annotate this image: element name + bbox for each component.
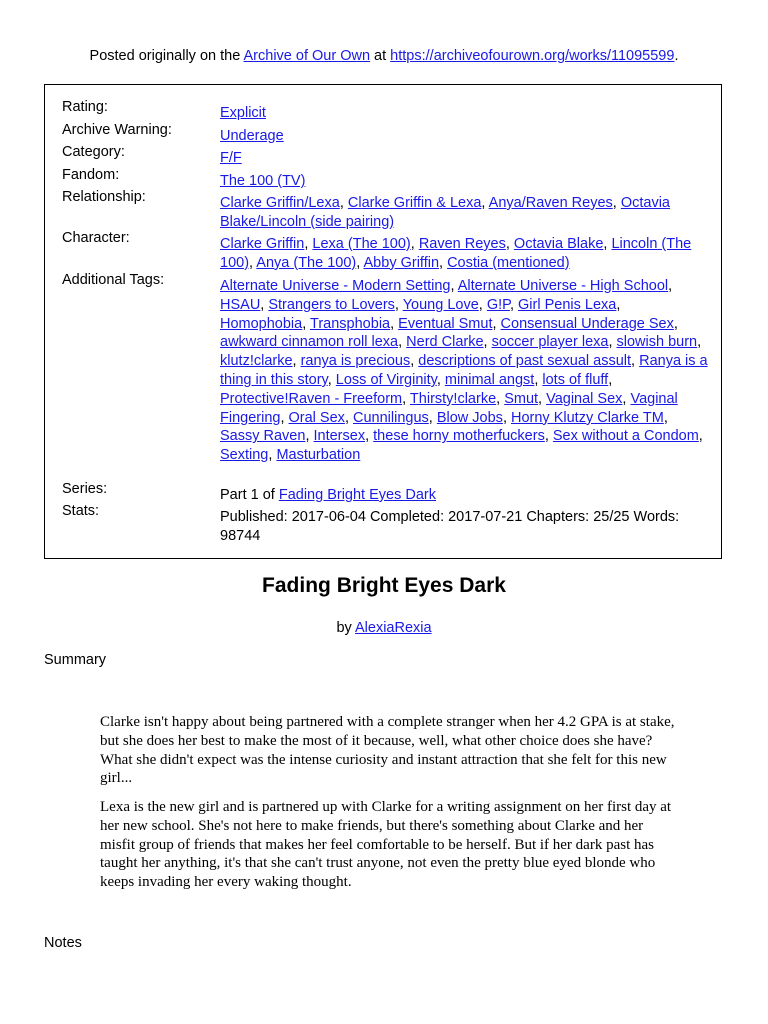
- tag-link[interactable]: Young Love: [402, 296, 479, 313]
- tag-link[interactable]: Cunnilingus: [353, 409, 429, 426]
- tag-link[interactable]: Vaginal Sex: [546, 390, 623, 407]
- archive-link[interactable]: Archive of Our Own: [243, 48, 371, 64]
- tag-link[interactable]: ranya is precious: [300, 353, 411, 370]
- tag-link[interactable]: Octavia Blake/Lincoln (side pairing): [220, 195, 671, 230]
- tag-link[interactable]: Lexa (The 100): [312, 236, 411, 252]
- posted-originally-line: [0, 48, 768, 64]
- meta-tags-fandom: [220, 172, 708, 191]
- meta-label-stats: Stats:: [62, 503, 100, 519]
- meta-tags-warning: [220, 127, 708, 146]
- tag-link[interactable]: Costia (mentioned): [447, 254, 570, 271]
- posted-mid: at: [370, 48, 391, 64]
- tag-link[interactable]: awkward cinnamon roll lexa: [220, 334, 399, 351]
- tag-link[interactable]: Horny Klutzy Clarke TM: [511, 409, 664, 426]
- tag-link[interactable]: soccer player lexa: [491, 334, 609, 351]
- meta-tags-relationship: Clarke Griffin/Lexa, Clarke Griffin & Lexa, Anya/Raven Reyes, Octavia Blake/Lincoln (side pairing): [220, 195, 671, 230]
- tag-link[interactable]: Oral Sex: [288, 409, 345, 426]
- tag-link[interactable]: Loss of Virginity: [335, 371, 437, 388]
- tag-link[interactable]: Sex without a Condom: [552, 428, 699, 445]
- work-metadata-box: [44, 84, 722, 559]
- meta-series-value: [220, 486, 708, 505]
- tag-link[interactable]: Sassy Raven: [220, 428, 306, 445]
- tag-link[interactable]: Clarke Griffin/Lexa: [220, 195, 340, 211]
- work-url-link[interactable]: https://archiveofourown.org/works/11095599: [390, 48, 675, 64]
- meta-tags-additional: Alternate Universe - Modern Setting, Alternate Universe - High School, HSAU, Strangers to Lovers, Young Love, G!P, Girl Penis Lexa, Homophobia, Transphobia, Eventual Smut, Consensual Underage Sex, awkward cinnamon roll lexa, Nerd Clarke, soccer player lexa, slowish burn, klutz!clarke, ranya is precious, descriptions of past sexual assult, Ranya is a thing in this story, Loss of Virginity, minimal angst, lots of fluff, Protective!Raven - Freeform, Thirsty!clarke, Smut, Vaginal Sex, Vaginal Fingering, Oral Sex, Cunnilingus, Blow Jobs, Horny Klutzy Clarke TM, Sassy Raven, Intersex, these horny motherfuckers, Sex without a Condom, Sexting, Masturbation: [220, 278, 708, 464]
- notes-heading: Notes: [44, 935, 82, 951]
- meta-tags-character: Clarke Griffin, Lexa (The 100), Raven Reyes, Octavia Blake, Lincoln (The 100), Anya (The 100), Abby Griffin, Costia (mentioned): [220, 236, 692, 271]
- byline: [0, 620, 768, 636]
- tag-link[interactable]: these horny motherfuckers: [373, 428, 545, 445]
- tag-link[interactable]: G!P: [486, 296, 510, 313]
- summary-paragraph-1: Clarke isn't happy about being partnered with a complete stranger when her 4.2 GPA is at stake, but she does her best to make the most of it because, well, what other choice does she have? What she didn't expect was the intense curiosity and instant attraction that she felt for this new girl...: [100, 714, 675, 787]
- tag-link[interactable]: Transphobia: [310, 315, 391, 332]
- meta-tags-rating: [220, 104, 708, 123]
- meta-tags-category: [220, 149, 708, 168]
- tag-link[interactable]: Lincoln (The 100): [220, 236, 692, 271]
- tag-link[interactable]: Sexting: [220, 447, 269, 464]
- tag-link[interactable]: lots of fluff: [542, 371, 609, 388]
- tag-link[interactable]: F/F: [220, 150, 242, 166]
- posted-prefix: Posted originally on the: [89, 48, 244, 64]
- tag-link[interactable]: Strangers to Lovers: [268, 296, 395, 313]
- tag-link[interactable]: Alternate Universe - Modern Setting: [220, 278, 451, 294]
- tag-link[interactable]: descriptions of past sexual assult: [418, 353, 632, 370]
- byline-prefix: by: [336, 620, 355, 636]
- tag-link[interactable]: Ranya is a thing in this story: [220, 353, 708, 388]
- tag-link[interactable]: Thirsty!clarke: [409, 390, 497, 407]
- tag-link[interactable]: Anya/Raven Reyes: [488, 195, 613, 211]
- tag-link[interactable]: Alternate Universe - High School: [457, 278, 669, 294]
- tag-link[interactable]: slowish burn: [616, 334, 698, 351]
- tag-link[interactable]: Octavia Blake: [513, 236, 604, 252]
- meta-label-additional-tags: Additional Tags:: [62, 272, 165, 288]
- meta-label-relationship: Relationship:: [62, 189, 146, 205]
- tag-link[interactable]: Smut: [504, 390, 539, 407]
- tag-link[interactable]: Raven Reyes: [418, 236, 506, 252]
- tag-link[interactable]: Clarke Griffin: [220, 236, 305, 252]
- meta-stats-value: Published: 2017-06-04 Completed: 2017-07-21 Chapters: 25/25 Words: 98744: [220, 509, 680, 544]
- series-link[interactable]: Fading Bright Eyes Dark: [278, 487, 436, 503]
- tag-link[interactable]: Explicit: [220, 105, 266, 121]
- tag-link[interactable]: Masturbation: [276, 447, 361, 464]
- meta-label-warning: Archive Warning:: [62, 122, 172, 138]
- tag-link[interactable]: Intersex: [313, 428, 366, 445]
- tag-link[interactable]: Vaginal Fingering: [220, 390, 678, 426]
- tag-link[interactable]: Clarke Griffin & Lexa: [347, 195, 482, 211]
- tag-link[interactable]: Protective!Raven - Freeform: [220, 390, 403, 407]
- author-link[interactable]: AlexiaRexia: [354, 620, 432, 636]
- tag-link[interactable]: Nerd Clarke: [406, 334, 484, 351]
- tag-link[interactable]: minimal angst: [444, 371, 535, 388]
- tag-link[interactable]: klutz!clarke: [220, 353, 293, 370]
- tag-link[interactable]: Eventual Smut: [398, 315, 493, 332]
- summary-paragraph-2: Lexa is the new girl and is partnered up with Clarke for a writing assignment on her first day at her new school. She's not here to make friends, but there's something about Clarke and her misfit group of friends that makes her feel comfortable to be herself. But if her dark past has taught her anything, it's that she can't trust anyone, not even the pretty blue eyed blonde who keeps invading her every waking thought.: [100, 799, 672, 891]
- meta-label-fandom: Fandom:: [62, 167, 120, 183]
- tag-link[interactable]: Anya (The 100): [256, 254, 357, 271]
- tag-link[interactable]: The 100 (TV): [220, 173, 306, 189]
- meta-label-rating: Rating:: [62, 99, 108, 115]
- tag-link[interactable]: Abby Griffin: [363, 254, 440, 271]
- summary-heading: Summary: [44, 652, 107, 668]
- tag-link[interactable]: HSAU: [220, 296, 261, 313]
- posted-suffix: .: [674, 48, 679, 64]
- tag-link[interactable]: Consensual Underage Sex: [500, 315, 674, 332]
- meta-label-category: Category:: [62, 144, 125, 160]
- work-title: Fading Bright Eyes Dark: [262, 574, 506, 597]
- meta-label-character: Character:: [62, 230, 130, 246]
- tag-link[interactable]: Girl Penis Lexa: [518, 296, 617, 313]
- tag-link[interactable]: Underage: [220, 128, 284, 144]
- series-part-text: Part 1 of: [220, 487, 279, 503]
- tag-link[interactable]: Homophobia: [220, 315, 303, 332]
- meta-label-series: Series:: [62, 481, 108, 497]
- tag-link[interactable]: Blow Jobs: [436, 409, 503, 426]
